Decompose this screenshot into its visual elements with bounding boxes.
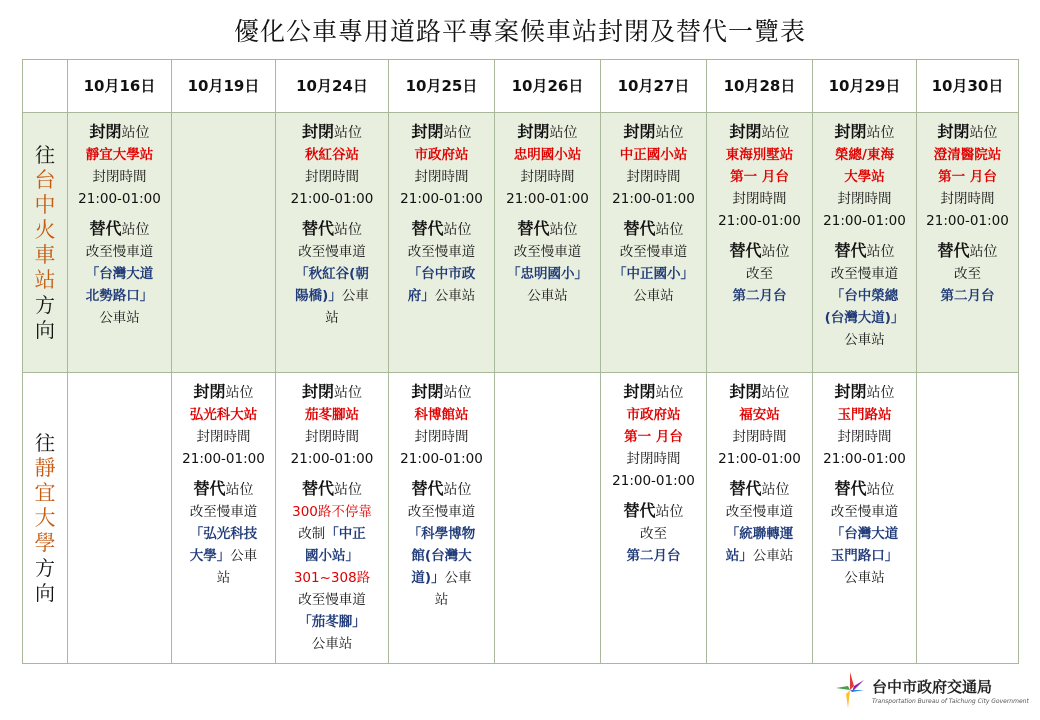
cell-b-1030 (917, 373, 1019, 664)
cell-b-1029: 封閉站位 玉門路站 封閉時間 21:00-01:00 替代站位 改至慢車道 「台灣大道 玉門路口」 公車站 (813, 373, 917, 664)
closed-station: 弘光科大站 (189, 407, 258, 423)
cell-a-1024: 封閉站位 秋紅谷站 封閉時間 21:00-01:00 替代站位 改至慢車道 「秋紅谷(朝 陽橋)」公車 站 (276, 113, 389, 373)
direction-char: 靜 (34, 455, 56, 480)
closed-station: 澄清醫院站 (933, 147, 1002, 163)
cell-a-1029: 封閉站位 榮總/東海 大學站 封閉時間 21:00-01:00 替代站位 改至慢車道 「台中榮總 (台灣大道)」 公車站 (813, 113, 917, 373)
page-title: 優化公車專用道路平專案候車站封閉及替代一覽表 (233, 17, 806, 46)
closed-station: 玉門路站 (837, 407, 892, 423)
direction-char: 學 (34, 530, 56, 555)
cell-b-1028: 封閉站位 福安站 封閉時間 21:00-01:00 替代站位 改至慢車道 「統聯轉運 站」公車站 (707, 373, 813, 664)
closed-station: 忠明國小站 (513, 147, 582, 163)
closed-station: 茄苳腳站 (305, 407, 359, 423)
cell-b-1026 (495, 373, 601, 664)
bureau-name: 台中市政府交通局 (872, 678, 993, 696)
direction-pre: 往 (35, 142, 55, 167)
date-header: 10月25日 (389, 60, 495, 113)
date-header: 10月29日 (813, 60, 917, 113)
header-row (23, 60, 1019, 113)
cell-a-1028: 封閉站位 東海別墅站 第一 月台 封閉時間 21:00-01:00 替代站位 改至 第二月台 (707, 113, 813, 373)
direction-char: 中 (34, 192, 56, 217)
bureau-logo-icon (832, 670, 868, 710)
cell-a-1019 (172, 113, 276, 373)
direction-post: 向 (35, 580, 55, 605)
direction-char: 台 (34, 167, 56, 192)
row-to-providence-university (23, 373, 1019, 664)
closed-station: 科博館站 (414, 407, 469, 423)
cell-b-1019: 封閉站位 弘光科大站 封閉時間 21:00-01:00 替代站位 改至慢車道 「弘光科技 大學」公車 站 (172, 373, 276, 664)
bureau-name-english: Transportation Bureau of Taichung City Government (872, 698, 1029, 705)
closed-station: 市政府站 (414, 147, 469, 163)
corner-cell (23, 60, 68, 113)
date-header: 10月28日 (707, 60, 813, 113)
closed-station: 秋紅谷站 (305, 147, 359, 163)
direction-post: 方 (35, 555, 55, 580)
direction-char: 火 (34, 217, 56, 242)
date-header: 10月19日 (172, 60, 276, 113)
date-header: 10月24日 (276, 60, 389, 113)
date-header: 10月30日 (917, 60, 1019, 113)
direction-pre: 往 (35, 430, 55, 455)
direction-char: 站 (34, 267, 56, 292)
closure-table (22, 59, 1019, 664)
row-to-taichung-station (23, 113, 1019, 373)
closed-station: 榮總/東海 (835, 147, 894, 163)
closed-station: 市政府站 (626, 407, 681, 423)
direction-char: 大 (34, 505, 56, 530)
cell-b-1025: 封閉站位 科博館站 封閉時間 21:00-01:00 替代站位 改至慢車道 「科學博物 館(台灣大 道)」公車 站 (389, 373, 495, 664)
cell-a-1025: 封閉站位 市政府站 封閉時間 21:00-01:00 替代站位 改至慢車道 「台中市政 府」公車站 (389, 113, 495, 373)
closed-station: 東海別墅站 (725, 147, 794, 163)
date-header: 10月26日 (495, 60, 601, 113)
direction-post: 向 (35, 317, 55, 342)
direction-cell-providence (23, 373, 68, 664)
cell-a-1016: 封閉站位 靜宜大學站 封閉時間 21:00-01:00 替代站位 改至慢車道 「台灣大道 北勢路口」 公車站 (68, 113, 172, 373)
bureau-logo (832, 668, 1029, 714)
closed-station: 靜宜大學站 (85, 147, 154, 163)
cell-a-1026: 封閉站位 忠明國小站 封閉時間 21:00-01:00 替代站位 改至慢車道 「忠明國小」 公車站 (495, 113, 601, 373)
cell-a-1030: 封閉站位 澄清醫院站 第一 月台 封閉時間 21:00-01:00 替代站位 改至 第二月台 (917, 113, 1019, 373)
cell-b-1016 (68, 373, 172, 664)
direction-post: 方 (35, 292, 55, 317)
date-header: 10月16日 (68, 60, 172, 113)
closed-station: 福安站 (739, 407, 780, 423)
date-header: 10月27日 (601, 60, 707, 113)
cell-b-1024: 封閉站位 茄苳腳站 封閉時間 21:00-01:00 替代站位 300路不停靠 改制「中正 國小站」 301~308路 改至慢車道 「茄苳腳」 公車站 (276, 373, 389, 664)
cell-a-1027: 封閉站位 中正國小站 封閉時間 21:00-01:00 替代站位 改至慢車道 「中正國小」 公車站 (601, 113, 707, 373)
direction-char: 宜 (34, 480, 56, 505)
cell-b-1027: 封閉站位 市政府站 第一 月台 封閉時間 21:00-01:00 替代站位 改至 第二月台 (601, 373, 707, 664)
direction-char: 車 (34, 242, 56, 267)
direction-cell-taichung (23, 113, 68, 373)
closed-station: 中正國小站 (619, 147, 688, 163)
